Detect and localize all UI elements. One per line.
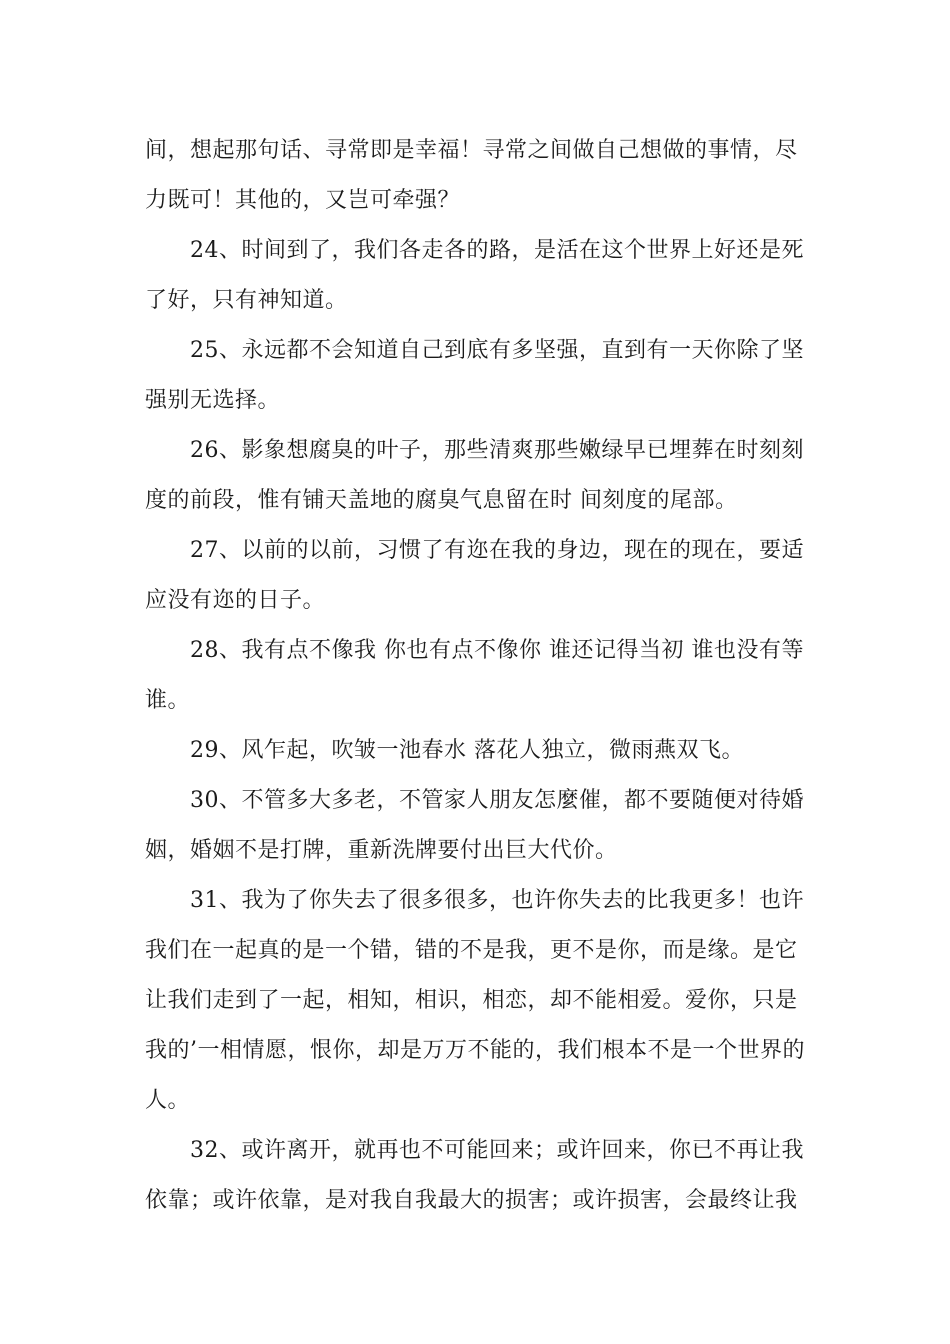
text-line: 间，想起那句话、寻常即是幸福！寻常之间做自己想做的事情，尽	[145, 138, 798, 163]
text-line: 让我们走到了一起，相知，相识，相恋，却不能相爱。爱你，只是	[145, 988, 798, 1013]
text-line: 25、永远都不会知道自己到底有多坚强，直到有一天你除了坚	[190, 338, 804, 363]
text-line: 人。	[145, 1088, 191, 1113]
text-line: 31、我为了你失去了很多很多，也许你失去的比我更多！也许	[190, 888, 804, 913]
text-line: 强别无选择。	[145, 388, 281, 413]
text-line: 29、风乍起，吹皱一池春水 落花人独立，微雨燕双飞。	[190, 738, 744, 763]
text-line: 27、以前的以前，习惯了有迩在我的身边，现在的现在，要适	[190, 538, 804, 563]
text-line: 28、我有点不像我 你也有点不像你 谁还记得当初 谁也没有等	[190, 638, 804, 663]
text-line: 24、时间到了，我们各走各的路，是活在这个世界上好还是死	[190, 238, 804, 263]
text-line: 了好，只有神知道。	[145, 288, 348, 313]
text-line: 我的’一相情愿，恨你，却是万万不能的，我们根本不是一个世界的	[145, 1038, 805, 1063]
text-line: 谁。	[145, 688, 191, 713]
text-line: 姻，婚姻不是打牌，重新洗牌要付出巨大代价。	[145, 838, 618, 863]
text-line: 力既可！其他的，又岂可牵强？	[145, 188, 461, 213]
text-line: 26、影象想腐臭的叶子，那些清爽那些嫩绿早已埋葬在时刻刻	[190, 438, 804, 463]
text-line: 依靠；或许依靠，是对我自我最大的损害；或许损害，会最终让我	[145, 1188, 798, 1213]
text-line: 我们在一起真的是一个错，错的不是我，更不是你，而是缘。是它	[145, 938, 798, 963]
text-line: 30、不管多大多老，不管家人朋友怎麼催，都不要随便对待婚	[190, 788, 804, 813]
text-line: 应没有迩的日子。	[145, 588, 326, 613]
text-line: 32、或许离开，就再也不可能回来；或许回来，你已不再让我	[190, 1138, 804, 1163]
text-line: 度的前段，惟有铺天盖地的腐臭气息留在时 间刻度的尾部。	[145, 488, 738, 513]
